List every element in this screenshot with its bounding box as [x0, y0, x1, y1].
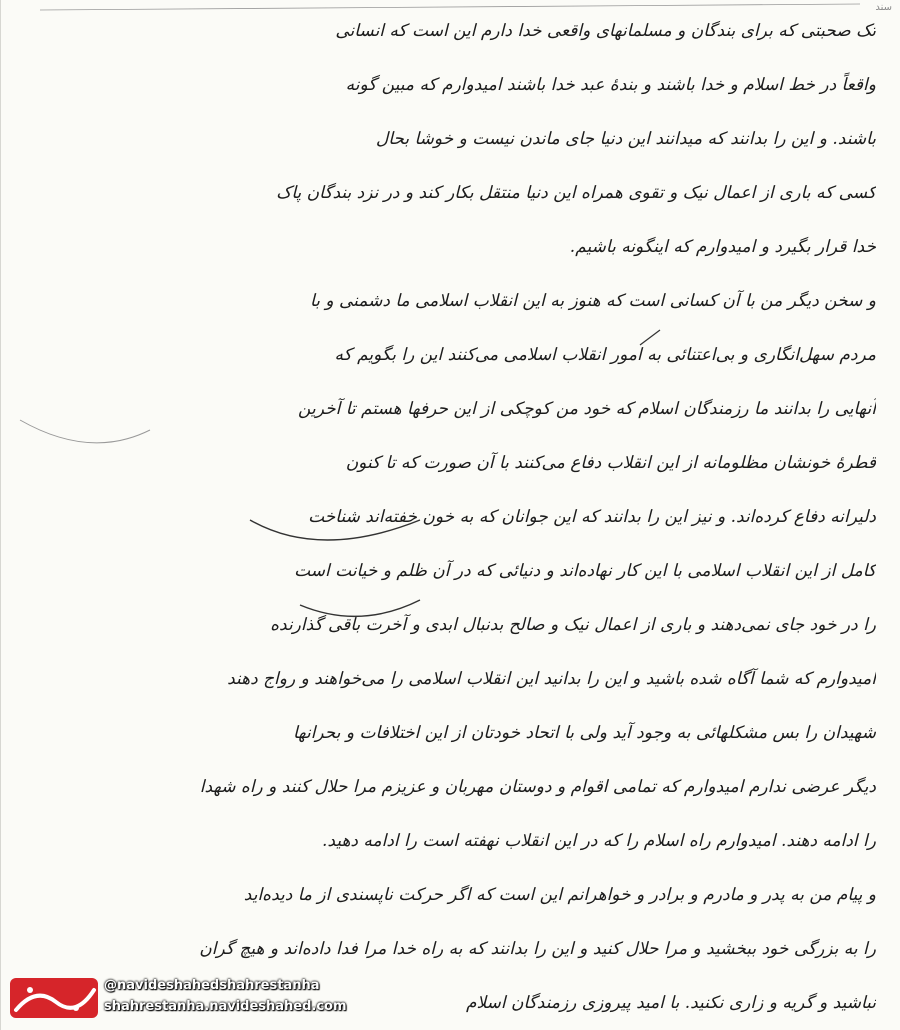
- watermark-handle: @navideshahedshahrestanha: [104, 978, 320, 993]
- letter-line-13: امیدوارم که شما آگاه شده باشید و این را بدانید این انقلاب اسلامی را می‌خواهند و رواج دهند: [227, 669, 876, 689]
- letter-line-12: را در خود جای نمی‌دهند و باری از اعمال نیک و صالح بدنبال ابدی و آخرت باقی گذارنده: [270, 615, 876, 635]
- letter-line-8: آنهایی را بدانند ما رزمندگان اسلام که خود من کوچکی از این حرفها هستم تا آخرین: [298, 399, 876, 419]
- letter-line-14: شهیدان را بس مشکلهائی به وجود آید ولی با اتحاد خودتان از این اختلافات و بحرانها: [292, 723, 876, 743]
- letter-line-6: و سخن دیگر من با آن کسانی است که هنوز به این انقلاب اسلامی ما دشمنی و با: [310, 291, 876, 311]
- letter-line-2: واقعاً در خط اسلام و خدا باشند و بندهٔ عبد خدا باشند امیدوارم که مبین گونه: [345, 75, 876, 95]
- watermark-site: shahrestanha.navideshahed.com: [104, 999, 347, 1014]
- letter-line-3: باشند. و این را بدانند که میدانند این دنیا جای ماندن نیست و خوشا بحال: [375, 129, 876, 149]
- navideshahed-logo: [6, 972, 102, 1022]
- corner-note: سند: [875, 2, 892, 13]
- letter-line-19: نباشید و گریه و زاری نکنید. با امید پیروزی رزمندگان اسلام: [465, 993, 876, 1013]
- letter-line-17: و پیام من به پدر و مادرم و برادر و خواهرانم این است که اگر حرکت ناپسندی از ما دیده‌اید: [243, 885, 876, 905]
- letter-line-15: دیگر عرضی ندارم امیدوارم که تمامی اقوام و دوستان مهربان و عزیزم مرا حلال کنند و راه شهدا: [199, 777, 876, 797]
- letter-line-7: مردم سهل‌انگاری و بی‌اعتنائی به امور انقلاب اسلامی می‌کنند این را بگویم که: [334, 345, 876, 365]
- letter-line-10: دلیرانه دفاع کرده‌اند. و نیز این را بدانند که این جوانان که به خون خفته‌اند شناخت: [308, 507, 876, 527]
- letter-line-11: کامل از این انقلاب اسلامی با این کار نهاده‌اند و دنیائی که در آن ظلم و خیانت است: [294, 561, 876, 581]
- watermark: [0, 972, 420, 1024]
- letter-line-9: قطرهٔ خونشان مظلومانه از این انقلاب دفاع می‌کنند با آن صورت که تا کنون: [345, 453, 876, 473]
- letter-line-16: را ادامه دهند. امیدوارم راه اسلام را که در این انقلاب نهفته است را ادامه دهید.: [322, 831, 876, 851]
- letter-line-4: کسی که باری از اعمال نیک و تقوی همراه این دنیا منتقل بکار کند و در نزد بندگان پاک: [276, 183, 876, 203]
- letter-line-5: خدا قرار بگیرد و امیدوارم که اینگونه باشیم.: [569, 237, 876, 257]
- letter-line-1: تک صحبتی که برای بندگان و مسلمانهای واقعی خدا دارم این است که انسانی: [335, 21, 876, 41]
- handwritten-letter: [16, 4, 876, 1030]
- letter-line-18: را به بزرگی خود ببخشید و مرا حلال کنید و این را بدانند که به راه خدا مرا فدا داده‌اند و هیچ گران: [199, 939, 876, 959]
